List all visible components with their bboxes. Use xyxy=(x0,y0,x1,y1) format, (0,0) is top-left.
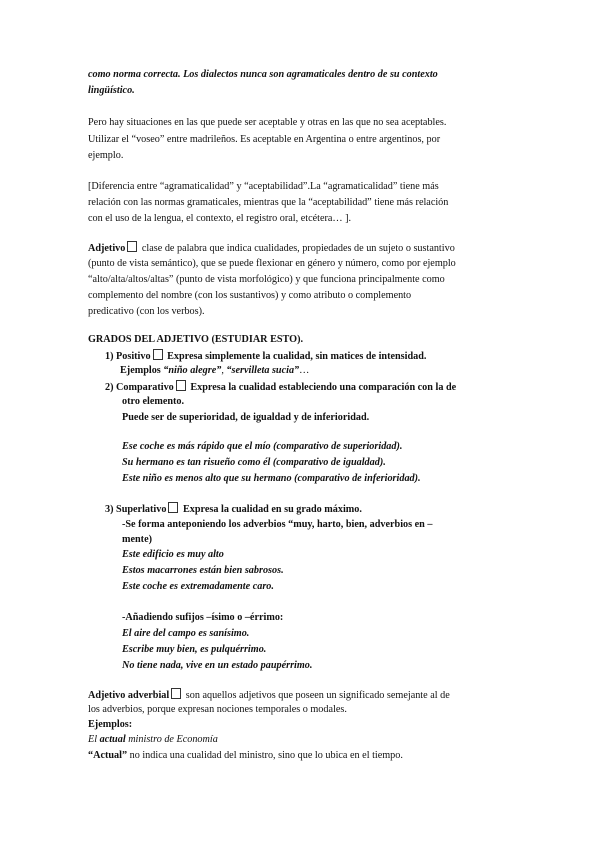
arrow-glyph-icon xyxy=(168,502,178,513)
comparativo-line-2: otro elemento. xyxy=(122,396,185,407)
positivo-label: 1) Positivo xyxy=(105,351,151,362)
paragraph-2-line-2: relación con las normas gramaticales, mientras que la “aceptabilidad” tiene más relación xyxy=(88,197,449,208)
arrow-glyph-icon xyxy=(171,688,181,699)
superlativo-line xyxy=(105,502,362,516)
superlativo-example-5: Escribe muy bien, es pulquérrimo. xyxy=(122,644,267,655)
paragraph-1-line-1: Pero hay situaciones en las que puede ser aceptable y otras en las que no sea aceptables. xyxy=(88,117,447,128)
comparativo-example-1: Ese coche es más rápido que el mío (comparativo de superioridad). xyxy=(122,441,403,452)
paragraph-2-line-1: [Diferencia entre “agramaticalidad” y “aceptabilidad”.La “agramaticalidad” tiene más xyxy=(88,181,439,192)
adverbial-definition-text: son aquellos adjetivos que poseen un significado semejante al de xyxy=(183,690,450,701)
superlativo-example-2: Estos macarrones están bien sabrosos. xyxy=(122,565,284,576)
adverbial-example-pre: El xyxy=(88,734,100,745)
paragraph-2-line-3: con el uso de la lengua, el contexto, el registro oral, etcétera… ]. xyxy=(88,213,352,224)
superlativo-rule-1-line-2: mente) xyxy=(122,534,152,545)
comparativo-example-3: Este niño es menos alto que su hermano (comparativo de inferioridad). xyxy=(122,473,421,484)
positivo-line xyxy=(105,349,426,363)
paragraph-1-line-2: Utilizar el “voseo” entre madrileños. Es aceptable en Argentina o entre argentinos, por xyxy=(88,134,441,145)
grados-heading: GRADOS DEL ADJETIVO (ESTUDIAR ESTO). xyxy=(88,334,304,345)
adjetivo-definition-line-4: complemento del nombre (con los sustantivos) y como atributo o complemento xyxy=(88,290,412,301)
adverbial-line-1 xyxy=(88,688,450,702)
superlativo-rule-2: -Añadiendo sufijos –ísimo o –érrimo: xyxy=(122,612,284,623)
example-nino-alegre: “niño alegre” xyxy=(163,365,222,376)
intro-line-1: como norma correcta. Los dialectos nunca son agramaticales dentro de su contexto xyxy=(88,69,438,80)
comparativo-text: Expresa la cualidad estableciendo una comparación con la de xyxy=(187,382,457,393)
adverbial-note-term: “Actual” xyxy=(88,750,128,761)
example-separator: , xyxy=(221,365,227,376)
example-servilleta-sucia: “servilleta sucia” xyxy=(226,365,300,376)
adverbial-example-bold: actual xyxy=(99,734,126,745)
example-ellipsis: … xyxy=(299,365,310,376)
positivo-examples xyxy=(120,364,309,377)
comparativo-line-3: Puede ser de superioridad, de igualdad y de inferioridad. xyxy=(122,412,370,423)
arrow-glyph-icon xyxy=(127,241,137,252)
paragraph-1-line-3: ejemplo. xyxy=(88,150,124,161)
comparativo-line xyxy=(105,380,456,394)
adjetivo-definition-line-5: predicativo (con los verbos). xyxy=(88,306,205,317)
adjetivo-definition-text: clase de palabra que indica cualidades, propiedades de un sujeto o sustantivo xyxy=(139,243,455,254)
adverbial-example-post: ministro de Economía xyxy=(125,734,218,745)
adjetivo-definition-line-1 xyxy=(88,241,455,255)
adjetivo-definition-line-3: “alto/alta/altos/altas” (punto de vista morfológico) y que funciona principalmente como xyxy=(88,274,445,285)
intro-line-2: lingüístico. xyxy=(88,85,135,96)
adverbial-ejemplos-label: Ejemplos: xyxy=(88,719,133,730)
adjetivo-definition-line-2: (punto de vista semántico), que se puede flexionar en género y número, como por ejemplo xyxy=(88,258,456,269)
comparativo-example-2: Su hermano es tan risueño como él (comparativo de igualdad). xyxy=(122,457,386,468)
superlativo-rule-1-line-1: -Se forma anteponiendo los adverbios “muy, harto, bien, adverbios en – xyxy=(122,519,433,530)
superlativo-example-3: Este coche es extremadamente caro. xyxy=(122,581,274,592)
superlativo-example-6: No tiene nada, vive en un estado paupérrimo. xyxy=(122,660,313,671)
adverbial-note-text: no indica una cualidad del ministro, sino que lo ubica en el tiempo. xyxy=(127,750,403,761)
adverbial-term: Adjetivo adverbial xyxy=(88,690,170,701)
arrow-glyph-icon xyxy=(153,349,163,360)
ejemplos-label: Ejemplos xyxy=(120,365,164,376)
superlativo-label: 3) Superlativo xyxy=(105,504,167,515)
superlativo-example-1: Este edificio es muy alto xyxy=(122,549,224,560)
adverbial-line-2: los adverbios, porque expresan nociones temporales o modales. xyxy=(88,704,347,715)
adjetivo-term: Adjetivo xyxy=(88,243,126,254)
comparativo-label: 2) Comparativo xyxy=(105,382,174,393)
adverbial-note xyxy=(88,749,403,762)
positivo-text: Expresa simplemente la cualidad, sin matices de intensidad. xyxy=(164,351,427,362)
superlativo-example-4: El aire del campo es sanísimo. xyxy=(122,628,250,639)
superlativo-text: Expresa la cualidad en su grado máximo. xyxy=(180,504,362,515)
arrow-glyph-icon xyxy=(176,380,186,391)
adverbial-example xyxy=(88,733,218,746)
